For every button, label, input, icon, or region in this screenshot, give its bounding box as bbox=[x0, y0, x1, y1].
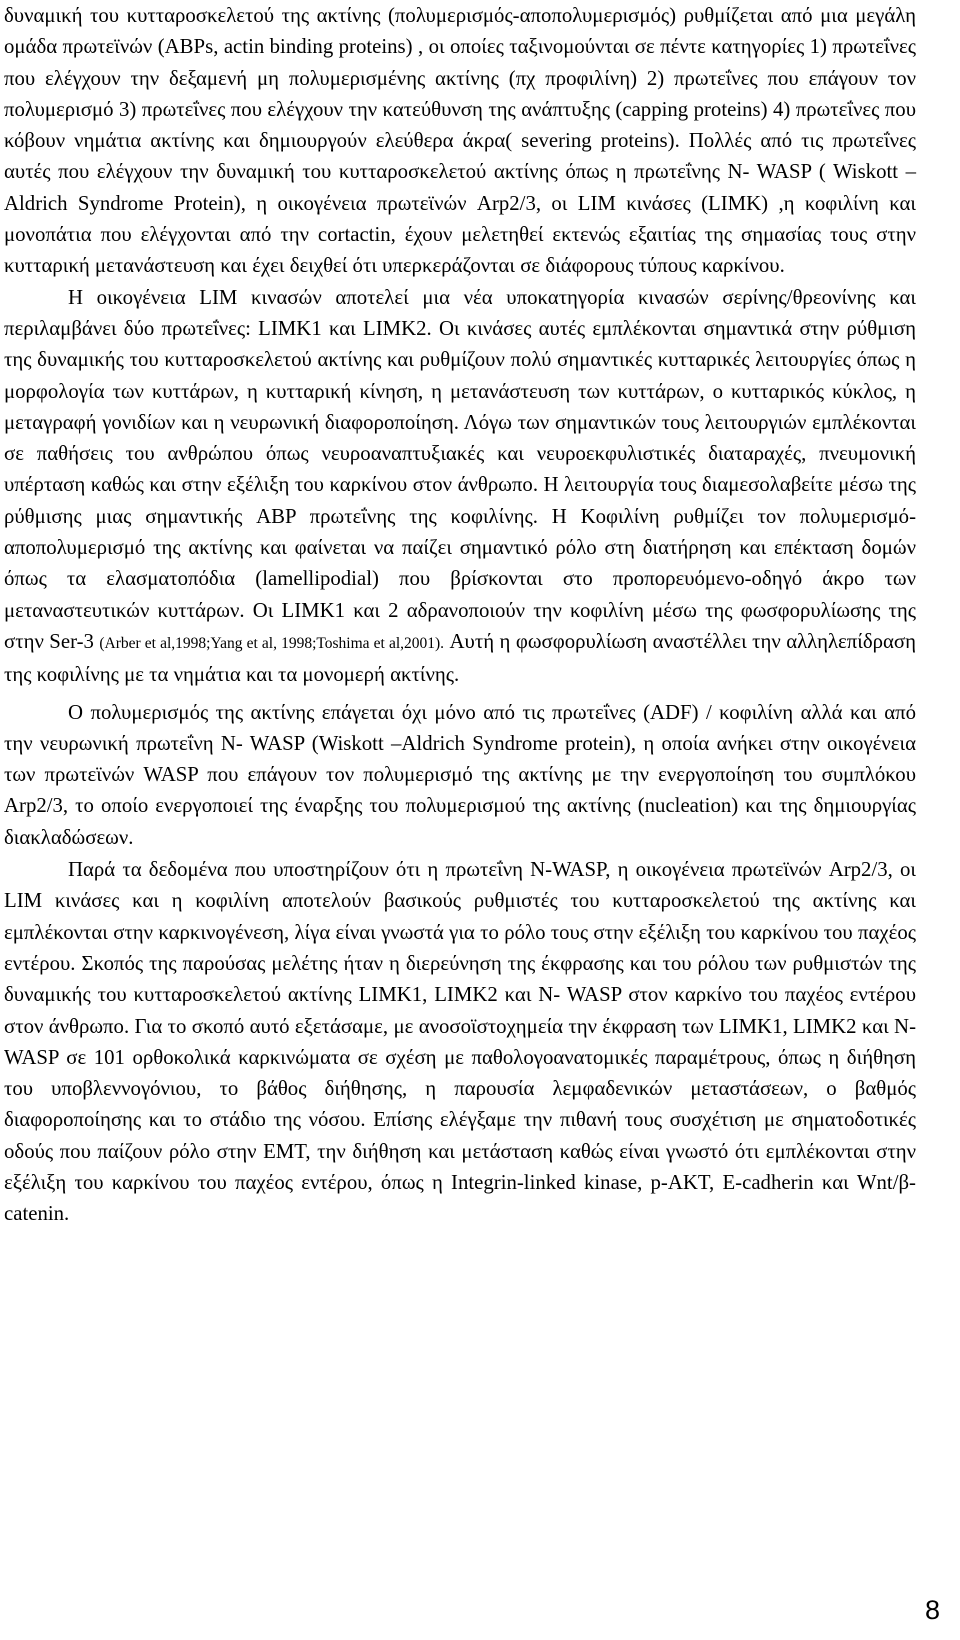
paragraph-4: Παρά τα δεδομένα που υποστηρίζουν ότι η πρωτεΐνη N-WASP, η οικογένεια πρωτεϊνών Arp2/3, οι LIM κινάσες και η κοφιλίνη αποτελούν βασικούς ρυθμιστές του κυτταροσκελετού της ακτίνης και εμπλέκονται στην καρκινογένεση, λίγα είναι γνωστά για το ρόλο τους στην εξέλιξη του καρκίνου του παχέος εντέρου. Σκοπός της παρούσας μελέτης ήταν η διερεύνηση της έκφρασης και του ρόλου των ρυθμιστών της δυναμικής του κυτταροσκελετού ακτίνης LIMK1, LIMK2 και N- WASP στον καρκίνο του παχέος εντέρου στον άνθρωπο. Για το σκοπό αυτό εξετάσαμε, με ανοσοϊστοχημεία την έκφραση των LIMK1, LIMK2 και N- WASP σε 101 ορθοκολικά καρκινώματα σε σχέση με παθολογοανατομικές παραμέτρους, όπως η διήθηση του υποβλεννογόνιου, το βάθος διήθησης, η παρουσία λεμφαδενικών μεταστάσεων, ο βαθμός διαφοροποίησης και το στάδιο της νόσου. Επίσης ελέγξαμε την πιθανή τους συσχέτιση με σηματοδοτικές οδούς που παίζουν ρόλο στην EMT, την διήθηση και μετάσταση καθώς είναι γνωστό ότι εμπλέκονται στην εξέλιξη του καρκίνου του παχέος εντέρου, όπως η Integrin-linked kinase, p-AKT, E-cadherin και Wnt/β-catenin. bbox=[4, 858, 916, 1226]
paragraph-3: Ο πολυμερισμός της ακτίνης επάγεται όχι μόνο από τις πρωτεΐνες (ADF) / κοφιλίνη αλλά και από την νευρωνική πρωτεΐνη N- WASP (Wiskott –Aldrich Syndrome protein), η οποία ανήκει στην οικογένεια των πρωτεϊνών WASP που επάγουν τον πολυμερισμό της ακτίνης με την ενεργοποίηση του συμπλόκου Arp2/3, το οποίο ενεργοποιεί της έναρξης του πολυμερισμού της ακτίνης (nucleation) και της δημιουργίας διακλαδώσεων. bbox=[4, 700, 916, 849]
paragraph-1: δυναμική του κυτταροσκελετού της ακτίνης (πολυμερισμός-αποπολυμερισμός) ρυθμίζεται από μια μεγάλη ομάδα πρωτεϊνών (ABPs, actin binding proteins) , οι οποίες ταξινομούνται σε πέντε κατηγορίες 1) πρωτεΐνες που ελέγχουν την δεξαμενή μη πολυμερισμένης ακτίνης (πχ προφιλίνη) 2) πρωτεΐνες που επάγουν τον πολυμερισμό 3) πρωτεΐνες που ελέγχουν την κατεύθυνση της ανάπτυξης (capping proteins) 4) πρωτεΐνες που κόβουν νημάτια ακτίνης και δημιουργούν ελεύθερα άκρα( severing proteins). Πολλές από τις πρωτεΐνες αυτές που ελέγχουν την δυναμική του κυτταροσκελετού ακτίνης όπως η πρωτεΐνης N- WASP ( Wiskott –Aldrich Syndrome Protein), η οικογένεια πρωτεϊνών Arp2/3, οι LIM κινάσες (LIMK) ,η κοφιλίνη και μονοπάτια που ελέγχονται από την cortactin, έχουν μελετηθεί εκτενώς εξαιτίας της σημασίας τους στην κυτταρική μετανάστευση και έχει δειχθεί ότι υπερκεράζονται σε διάφορους τύπους καρκίνου. bbox=[4, 4, 916, 278]
paragraph-2-text: Η οικογένεια LIM κινασών αποτελεί μια νέα υποκατηγορία κινασών σερίνης/θρεονίνης και περιλαμβάνει δύο πρωτεΐνες: LIMK1 και LIMK2. Οι κινάσες αυτές εμπλέκονται σημαντικά στην ρύθμιση της δυναμικής του κυτταροσκελετού ακτίνης και ρυθμίζουν πολύ σημαντικές κυτταρικές λειτουργίες όπως η μορφολογία των κυττάρων, η κυτταρική κίνηση, η μετανάστευση των κυττάρων, ο κυτταρικός κύκλος, η μεταγραφή γονιδίων και η νευρωνική διαφοροποίηση. Λόγω των σημαντικών τους λειτουργιών εμπλέκονται σε παθήσεις του ανθρώπου όπως νευροαναπτυξιακές και νευροεκφυλιστικές διαταραχές, πνευμονική υπέρταση καθώς και στην εξέλιξη του καρκίνου στον άνθρωπο. Η λειτουργία τους διαμεσολαβείτε μέσω της ρύθμισης μιας σημαντικής ABP πρωτεΐνης της κοφιλίνης. Η Κοφιλίνη ρυθμίζει τον πολυμερισμό-αποπολυμερισμό της ακτίνης και φαίνεται να παίζει σημαντικό ρόλο στη διατήρηση και επέκταση δομών όπως τα ελασματοπόδια (lamellipodial) που βρίσκονται στο προπορευόμενο-οδηγό άκρο των μεταναστευτικών κυττάρων. Οι LIMK1 και 2 αδρανοποιούν την κοφιλίνη μέσω της φωσφορυλίωσης της στην Ser-3 bbox=[4, 285, 916, 653]
body-text bbox=[4, 0, 916, 1230]
page-number: 8 bbox=[924, 1595, 940, 1625]
citation: (Arber et al,1998;Yang et al, 1998;Toshima et al,2001). bbox=[99, 634, 445, 652]
paragraph-2-continuation: Αυτή η φωσφορυλίωση αναστέλλει την αλληλεπίδραση της κοφιλίνης με τα νημάτια και τα μονομερή ακτίνης. bbox=[4, 629, 917, 687]
paragraph-2 bbox=[4, 282, 916, 691]
